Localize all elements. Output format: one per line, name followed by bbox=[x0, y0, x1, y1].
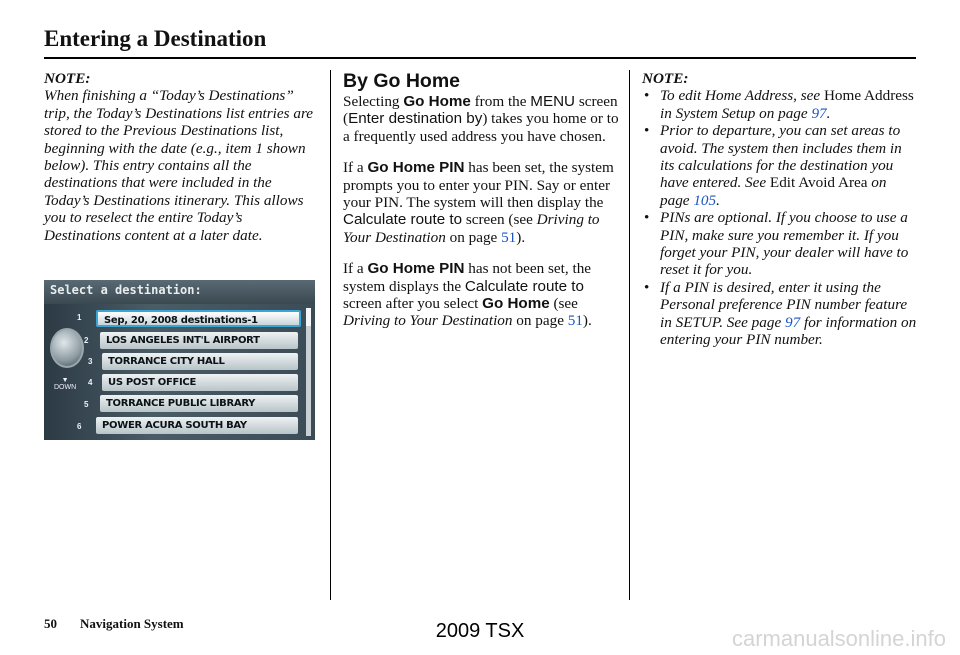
destination-row[interactable]: US POST OFFICE bbox=[102, 374, 298, 391]
destination-row[interactable]: LOS ANGELES INT'L AIRPORT bbox=[100, 332, 298, 349]
scrollbar-thumb[interactable] bbox=[306, 308, 311, 326]
destination-row[interactable]: POWER ACURA SOUTH BAY bbox=[96, 417, 298, 434]
page-link[interactable]: 97 bbox=[811, 104, 827, 122]
note-label: NOTE: bbox=[642, 70, 689, 87]
row-number: 5 bbox=[84, 400, 89, 409]
list-item: • If a PIN is desired, enter it using the Personal preference PIN number feature in SETUP. See page 97 for information on entering your PIN number. bbox=[642, 279, 918, 349]
interface-dial-icon bbox=[50, 328, 84, 368]
page-link[interactable]: 97 bbox=[785, 313, 801, 331]
page-title: Entering a Destination bbox=[44, 26, 267, 51]
watermark: carmanualsonline.info bbox=[731, 626, 946, 651]
list-item: • Prior to departure, you can set areas to avoid. The system then includes them in its calculations for the destination you have entered. See Edit Avoid Area on page 105. bbox=[642, 122, 918, 209]
list-item: • PINs are optional. If you choose to use a PIN, make sure you remember it. If you forget your PIN, your dealer will have to reset it for you. bbox=[642, 209, 918, 279]
column-divider bbox=[629, 70, 630, 600]
page-link[interactable]: 51 bbox=[567, 312, 583, 330]
row-number: 6 bbox=[77, 422, 82, 431]
note-column bbox=[44, 70, 316, 244]
notes-list bbox=[642, 87, 918, 348]
go-home-column bbox=[343, 70, 620, 344]
scrollbar-track[interactable] bbox=[306, 308, 311, 436]
note-label: NOTE: bbox=[44, 70, 91, 87]
title-rule bbox=[44, 57, 916, 59]
destination-screen-image bbox=[44, 280, 315, 440]
section-heading: By Go Home bbox=[343, 70, 461, 92]
screen-title-bar bbox=[44, 280, 315, 304]
destination-row[interactable]: TORRANCE CITY HALL bbox=[102, 353, 298, 370]
paragraph: If a Go Home PIN has been set, the system prompts you to enter your PIN. Say or enter your PIN. The system will then display the Calculate route to screen (see Driving to Your Destination on page 51). bbox=[343, 159, 614, 246]
destination-row[interactable]: TORRANCE PUBLIC LIBRARY bbox=[100, 395, 298, 412]
down-indicator bbox=[54, 377, 76, 391]
row-number: 4 bbox=[88, 378, 93, 387]
row-number: 2 bbox=[84, 336, 89, 345]
screen-title: Select a destination: bbox=[50, 283, 202, 297]
footer-section: Navigation System bbox=[80, 616, 184, 631]
page-link[interactable]: 51 bbox=[501, 228, 517, 246]
column-divider bbox=[330, 70, 331, 600]
row-number: 1 bbox=[77, 313, 82, 322]
paragraph: Selecting Go Home from the MENU screen (Enter destination by) takes you home or to a frequently used address you have chosen. bbox=[343, 93, 619, 145]
list-item: • To edit Home Address, see Home Address in System Setup on page 97. bbox=[642, 87, 918, 122]
down-label: DOWN bbox=[54, 384, 77, 391]
destination-row[interactable]: Sep, 20, 2008 destinations-1 bbox=[96, 310, 301, 327]
page-link[interactable]: 105 bbox=[693, 191, 717, 209]
footer-model: 2009 TSX bbox=[435, 620, 525, 642]
row-number: 3 bbox=[88, 357, 93, 366]
notes-column bbox=[642, 70, 918, 349]
paragraph: If a Go Home PIN has not been set, the system displays the Calculate route to screen after you select Go Home (see Driving to Your Destination on page 51). bbox=[343, 260, 592, 330]
down-arrow-icon: ▼ bbox=[61, 377, 69, 384]
page-number: 50 bbox=[44, 616, 57, 631]
note-text: When finishing a “Today’s Destinations” trip, the Today’s Destinations list entries are stored to the Previous Destinations list, beginning with the date (e.g., item 1 shown below). This entry contains all the destinations that were included in the Today’s Destinations itinerary. This allows you to reselect the entire Today’s Destinations content at a later date. bbox=[44, 87, 314, 244]
